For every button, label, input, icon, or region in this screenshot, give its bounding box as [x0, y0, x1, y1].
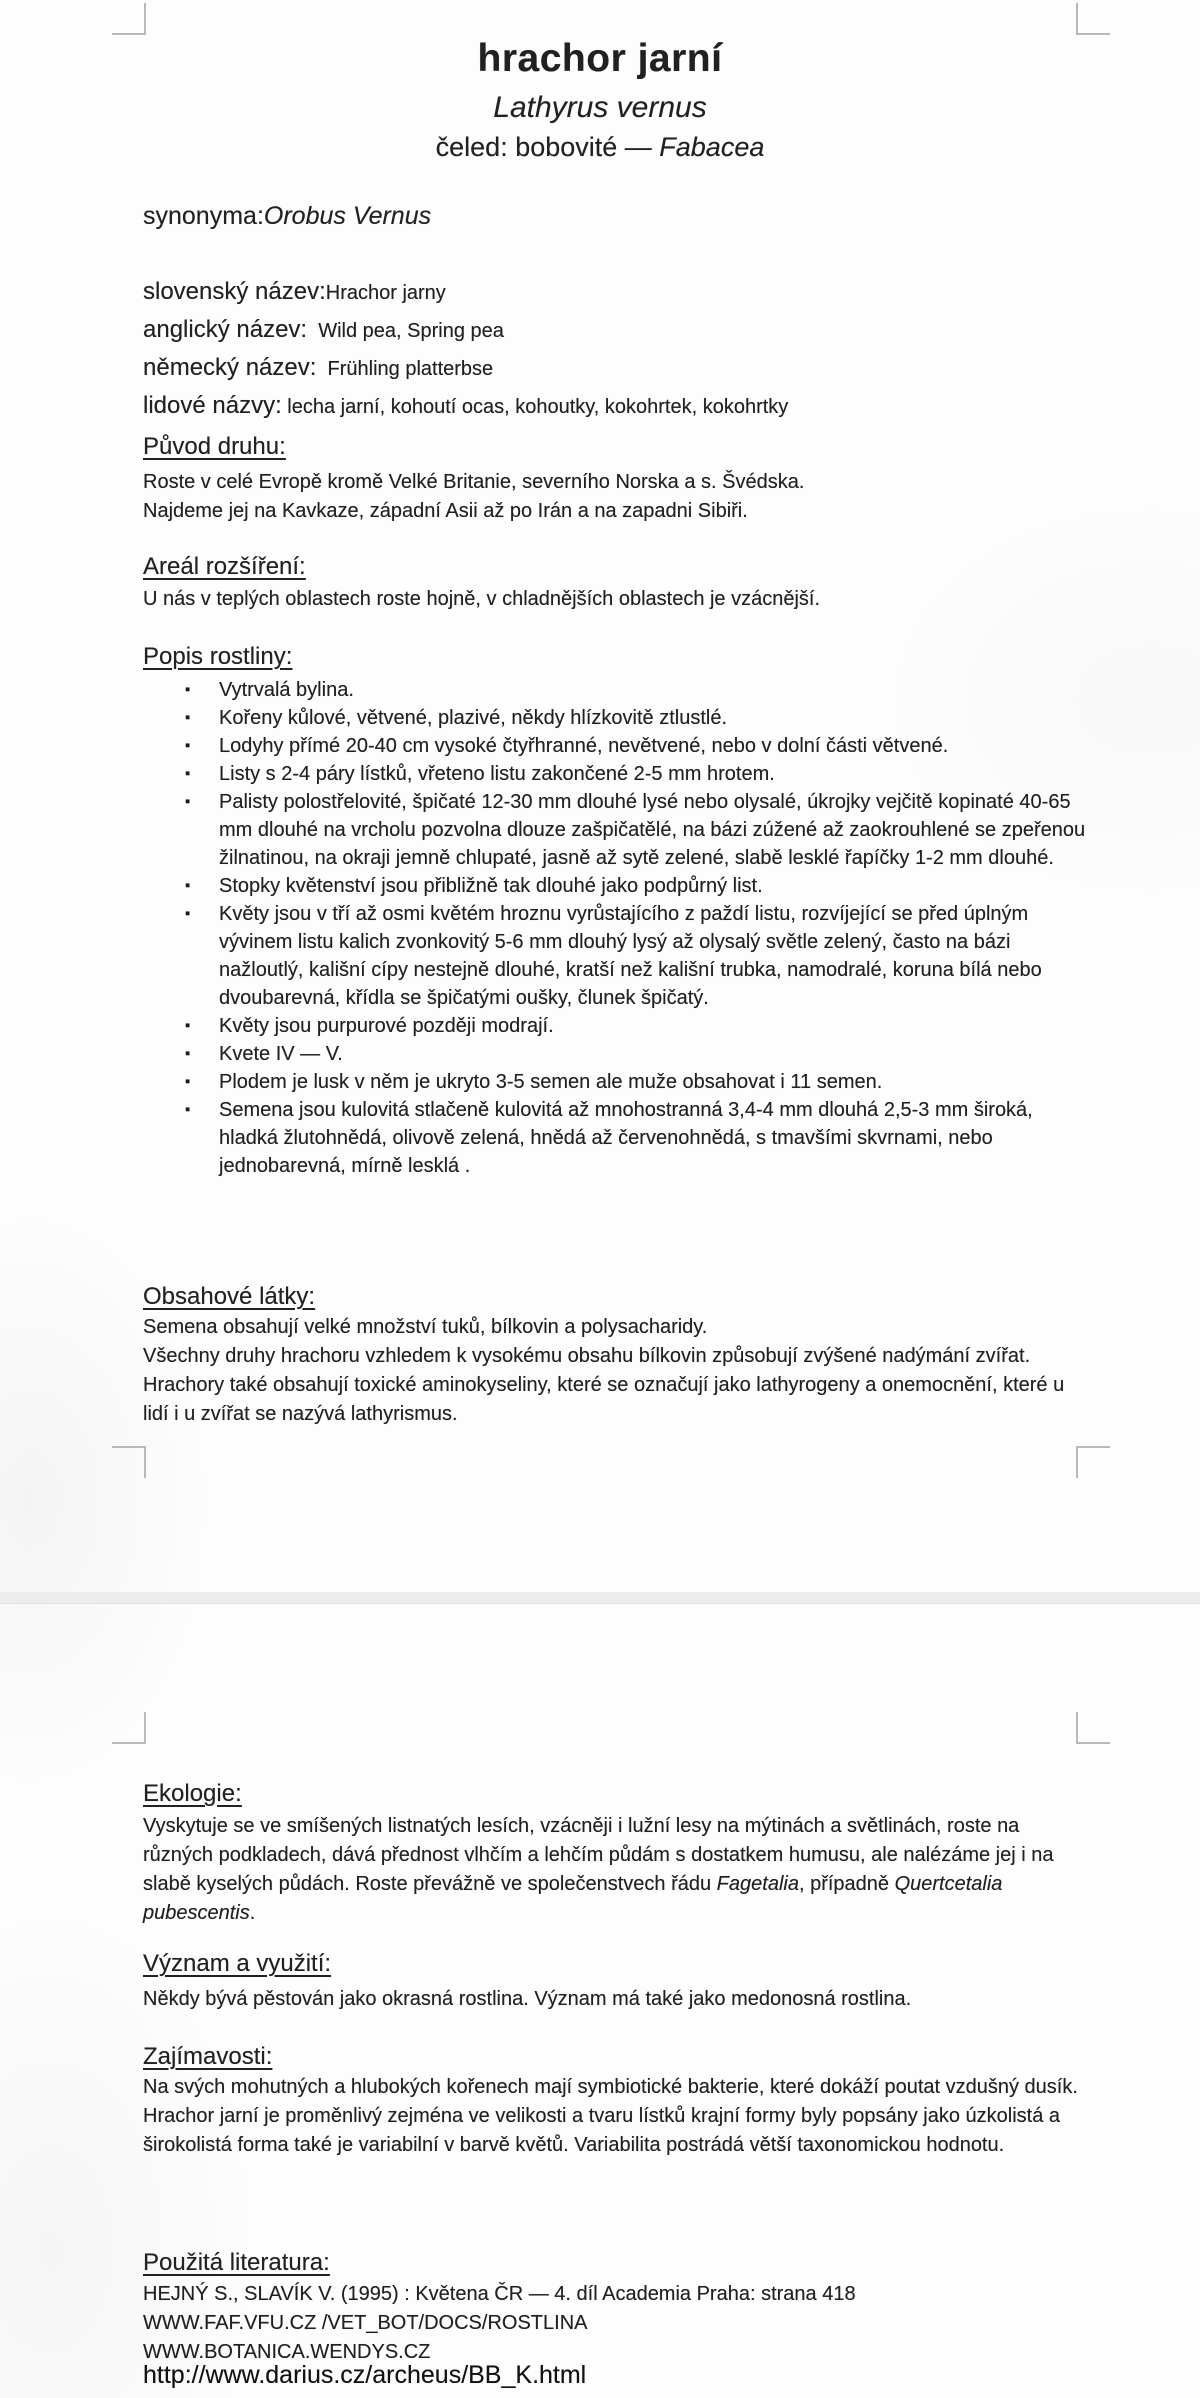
bullet-item: ▪ Palisty polostřelovité, špičaté 12-30 mm dlouhé lysé nebo olysalé, úkrojky vejčitě kopinaté 40-65 mm dlouhé na vrcholu pozvolna dlouze zašpičatělé, na bázi zúžené až zaokrouhlené se zpeřenou žilnatinou, na okraji jemně chlupaté, jasně až sytě zelené, slabě lesklé řapíčky 1-2 mm dlouhé.: [219, 788, 1091, 872]
family-line: [0, 131, 1200, 163]
section-importance-body: Někdy bývá pěstován jako okrasná rostlina. Význam má také jako medonosná rostlina.: [143, 1988, 912, 2010]
ecology-latin-term: Quertcetalia pubescentis: [143, 1873, 1003, 1924]
synonym-line: [143, 200, 1088, 232]
bullet-item: ▪ Listy s 2-4 páry lístků, vřeteno listu zakončené 2-5 mm hrotem.: [219, 760, 1091, 788]
literature-reference: HEJNÝ S., SLAVÍK V. (1995) : Květena ČR — 4. díl Academia Praha: strana 418: [143, 2283, 856, 2305]
name-label: anglický název:: [143, 316, 308, 343]
page-title: hrachor jarní: [477, 37, 723, 80]
page1-top-right-corner-mark: [1076, 3, 1110, 35]
section-origin-heading: Původ druhu:: [143, 433, 286, 460]
ecology-text: Vyskytuje se ve smíšených listnatých lesích, vzácněji i lužní lesy na mýtinách a světlinách, roste na různých podkladech, dává přednost vlhčím a lehčím půdám s dostatkem humusu, ale nalézáme jej i na slabě kyselých půdách. Roste převážně ve společenstvech řádu: [143, 1815, 1054, 1895]
bullet-item: ▪ Květy jsou purpurové později modrají.: [219, 1012, 1091, 1040]
page2-top-left-corner-mark: [112, 1712, 146, 1744]
description-bullet-list: [143, 676, 1091, 1180]
section-description-heading: Popis rostliny:: [143, 643, 293, 670]
section-ecology-heading: Ekologie:: [143, 1780, 242, 1807]
section-trivia-body: [143, 2073, 1088, 2160]
name-label: slovenský název:: [143, 278, 326, 305]
synonym-label: synonyma:: [143, 202, 264, 230]
bullet-item: ▪ Stopky květenství jsou přibližně tak dlouhé jako podpůrný list.: [219, 872, 1091, 900]
bullet-item: ▪ Semena jsou kulovitá stlačeně kulovitá až mnohostranná 3,4-4 mm dlouhá 2,5-3 mm široká, hladká žlutohnědá, olivově zelená, hnědá až červenohnědá, s tmavšími skvrnami, nebo jednobarevná, mírně lesklá .: [219, 1096, 1091, 1180]
family-latin: Fabacea: [659, 132, 765, 162]
literature-url: http://www.darius.cz/archeus/BB_K.html: [143, 2361, 587, 2389]
ecology-text: .: [249, 1902, 256, 1924]
section-ecology-body: [143, 1812, 1088, 1928]
bullet-item: ▪ Lodyhy přímé 20-40 cm vysoké čtyřhranné, nevětvené, nebo v dolní části větvené.: [219, 732, 1091, 760]
literature-reference: WWW.BOTANICA.WENDYS.CZ: [143, 2341, 431, 2363]
section-area-body: U nás v teplých oblastech roste hojně, v chladnějších oblastech je vzácnější.: [143, 588, 821, 610]
bullet-item: ▪ Plodem je lusk v něm je ukryto 3-5 semen ale muže obsahovat i 11 semen.: [219, 1068, 1091, 1096]
contents-line: Semena obsahují velké množství tuků, bílkovin a polysacharidy.: [143, 1316, 708, 1338]
name-value: Hrachor jarny: [325, 282, 446, 304]
page1-bottom-right-corner-mark: [1076, 1446, 1110, 1478]
section-contents-body: [143, 1313, 1088, 1429]
ecology-latin-term: Fagetalia: [716, 1873, 799, 1895]
section-origin-body: [143, 468, 1088, 526]
name-label: lidové názvy:: [143, 392, 282, 419]
name-row-folk: [143, 388, 1088, 426]
bullet-item: ▪ Kořeny kůlové, větvené, plazivé, někdy hlízkovitě ztlustlé.: [219, 704, 1091, 732]
section-description-body: [143, 676, 1091, 1180]
contents-paragraph: Všechny druhy hrachoru vzhledem k vysokému obsahu bílkovin způsobují zvýšené nadýmání zvířat. Hrachory také obsahují toxické aminokyseliny, které se označují jako lathyrogeny a onemocnění, které u lidí i u zvířat se nazývá lathyrismus.: [143, 1345, 1065, 1425]
name-value: Wild pea, Spring pea: [307, 320, 504, 342]
section-area-heading: Areál rozšíření:: [143, 553, 306, 580]
name-row-english: [143, 312, 1088, 350]
bullet-item: ▪ Květy jsou v tří až osmi květém hroznu vyrůstajícího z paždí listu, rozvíjející se před úplným vývinem listu kalich zvonkovitý 5-6 mm dlouhý lysý až olysalý světle zelený, často na bázi nažloutlý, kališní cípy nestejně dlouhé, kratší než kališní trubka, namodralé, koruna bílá nebo dvoubarevná, křídla se špičatými oušky, člunek špičatý.: [219, 900, 1091, 1012]
section-importance-heading: Význam a využití:: [143, 1950, 332, 1977]
name-row-german: [143, 350, 1088, 388]
literature-reference: WWW.FAF.VFU.CZ /VET_BOT/DOCS/ROSTLINA: [143, 2312, 588, 2334]
section-trivia-heading: Zajímavosti:: [143, 2043, 273, 2070]
name-value: Frühling platterbse: [316, 358, 494, 380]
name-value: lecha jarní, kohoutí ocas, kohoutky, kokohrtek, kokohrtky: [281, 396, 789, 418]
synonym-value: Orobus Vernus: [263, 202, 432, 230]
name-label: německý název:: [143, 354, 317, 381]
bullet-item: ▪ Kvete IV — V.: [219, 1040, 1091, 1068]
bullet-item: ▪ Vytrvalá bylina.: [219, 676, 1091, 704]
trivia-paragraph: Hrachor jarní je proměnlivý zejména ve velikosti a tvaru lístků krajní formy byly popsány jako úzkolistá a širokolistá forma také je variabilní v barvě květů. Variabilita postrádá větší taxonomickou hodnotu.: [143, 2105, 1061, 2156]
ecology-text: , případně: [798, 1873, 895, 1895]
origin-line: Najdeme jej na Kavkaze, západní Asii až po Irán a na zapadni Sibiři.: [143, 500, 748, 522]
page1-top-left-corner-mark: [112, 3, 146, 35]
document-header: [0, 36, 1200, 163]
page-separator: [0, 1592, 1200, 1604]
page1-bottom-left-corner-mark: [112, 1446, 146, 1478]
section-literature-body: [143, 2280, 1088, 2367]
family-prefix: čeled: bobovité —: [435, 132, 660, 162]
page2-top-right-corner-mark: [1076, 1712, 1110, 1744]
name-row-slovak: [143, 274, 1088, 312]
origin-line: Roste v celé Evropě kromě Velké Britanie, severního Norska a s. Švédska.: [143, 471, 805, 493]
section-literature-heading: Použitá literatura:: [143, 2249, 330, 2276]
trivia-paragraph: Na svých mohutných a hlubokých kořenech mají symbiotické bakterie, které dokáží poutat vzdušný dusík.: [143, 2076, 1078, 2098]
section-contents-heading: Obsahové látky:: [143, 1283, 316, 1310]
latin-name: Lathyrus vernus: [493, 91, 707, 124]
names-block: [143, 274, 1088, 426]
